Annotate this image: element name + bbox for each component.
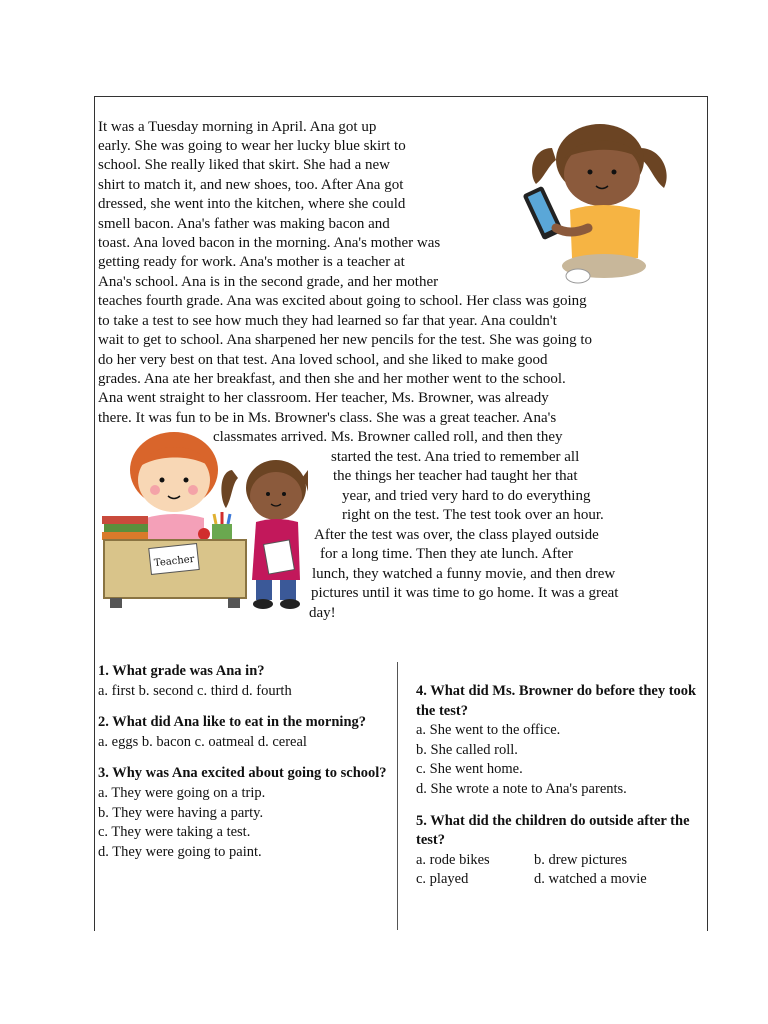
question-3: 3. Why was Ana excited about going to school? <box>98 765 387 782</box>
answer-line: d. They were going to paint. <box>98 843 262 860</box>
story-line: day! <box>309 605 336 621</box>
story-line: to take a test to see how much they had learned so far that year. Ana couldn't <box>98 313 557 329</box>
story-line: grades. Ana ate her breakfast, and then she and her mother went to the school. <box>98 371 566 387</box>
story-line: early. She was going to wear her lucky blue skirt to <box>98 138 406 154</box>
story-line: for a long time. Then they ate lunch. After <box>320 546 573 562</box>
answer-line: a. They were going on a trip. <box>98 784 266 801</box>
answer-line: b. She called roll. <box>416 741 518 758</box>
teacher-and-student-illustration <box>100 430 308 614</box>
story-line: toast. Ana loved bacon in the morning. Ana's mother was <box>98 235 441 251</box>
story-line: do her very best on that test. Ana loved school, and she liked to make good <box>98 352 548 368</box>
question-2: 2. What did Ana like to eat in the morning? <box>98 714 367 731</box>
answer-choice: a. rode bikes <box>416 851 490 868</box>
answer-choice: b. drew pictures <box>534 851 628 868</box>
questions-right <box>416 682 701 890</box>
story-line: the things her teacher had taught her that <box>333 468 578 484</box>
story-line: Ana's school. Ana is in the second grade, and her mother <box>98 274 439 290</box>
story-line: It was a Tuesday morning in April. Ana got up <box>98 119 377 135</box>
story-line: classmates arrived. Ms. Browner called roll, and then they <box>213 429 563 445</box>
answer-line: c. They were taking a test. <box>98 824 251 841</box>
story-line: Ana went straight to her classroom. Her teacher, Ms. Browner, was already <box>98 390 549 406</box>
answer-choice: c. played <box>416 871 469 888</box>
story-line: wait to get to school. Ana sharpened her new pencils for the test. She was going to <box>98 332 593 348</box>
story-line: lunch, they watched a funny movie, and then drew <box>312 566 616 582</box>
story-line: shirt to match it, and new shoes, too. After Ana got <box>98 177 404 193</box>
story-line: teaches fourth grade. Ana was excited about going to school. Her class was going <box>98 293 587 309</box>
desk-sign-text: Teacher <box>153 553 195 570</box>
story-line: school. She really liked that skirt. She had a new <box>98 157 391 173</box>
story-line: there. It was fun to be in Ms. Browner's class. She was a great teacher. Ana's <box>98 410 557 426</box>
girl-with-tablet-illustration <box>522 118 688 288</box>
story-line: smell bacon. Ana's father was making bacon and <box>98 216 390 232</box>
story-line: pictures until it was time to go home. It was a great <box>311 585 619 601</box>
story-line: year, and tried very hard to do everything <box>342 488 591 504</box>
question-4: 4. What did Ms. Browner do before they took the test? <box>416 683 697 719</box>
story-line: getting ready for work. Ana's mother is a teacher at <box>98 254 405 270</box>
answer-line: d. She wrote a note to Ana's parents. <box>416 780 627 797</box>
column-divider <box>397 662 398 930</box>
answer-line: a. eggs b. bacon c. oatmeal d. cereal <box>98 733 307 750</box>
answer-line: b. They were having a party. <box>98 804 264 821</box>
answer-row <box>416 851 701 871</box>
answer-choice: d. watched a movie <box>534 871 647 888</box>
story-line: right on the test. The test took over an hour. <box>342 507 604 523</box>
story-line: dressed, she went into the kitchen, where she could <box>98 196 406 212</box>
question-5: 5. What did the children do outside after the test? <box>416 812 690 849</box>
questions-left <box>98 662 390 862</box>
answer-line: a. She went to the office. <box>416 722 561 739</box>
answer-row <box>416 870 701 890</box>
story-line: started the test. Ana tried to remember all <box>331 449 580 465</box>
answer-line: c. She went home. <box>416 761 523 778</box>
answer-line: a. first b. second c. third d. fourth <box>98 682 292 699</box>
question-1: 1. What grade was Ana in? <box>98 663 265 679</box>
story-line: After the test was over, the class played outside <box>314 527 599 543</box>
